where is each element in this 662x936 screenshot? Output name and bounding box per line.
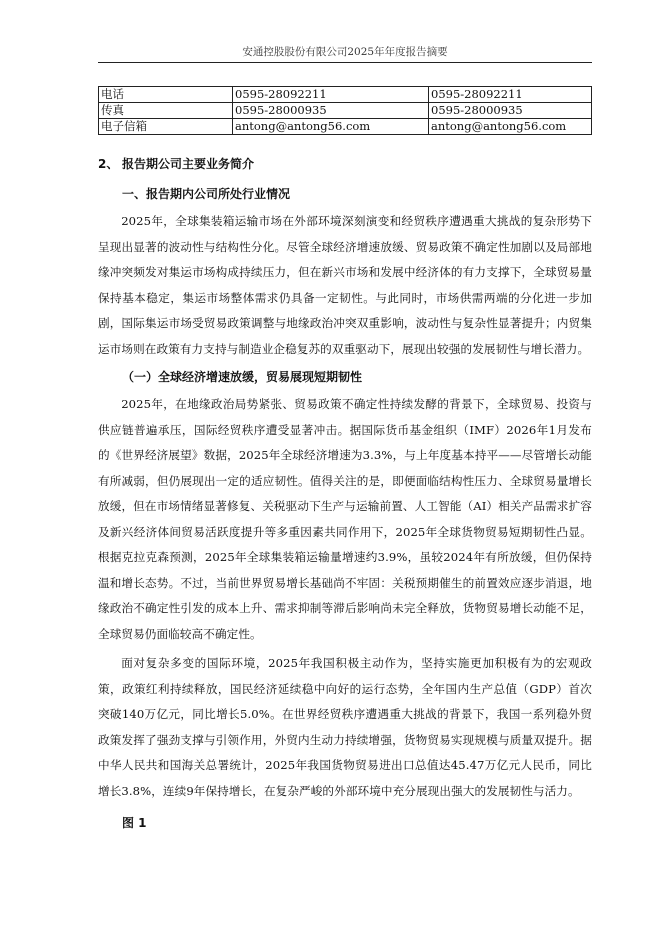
section-heading	[98, 153, 592, 175]
table-cell-value: 0595-28000935	[429, 103, 592, 119]
report-content	[98, 153, 592, 834]
page-header: 安通控股股份有限公司2025年年度报告摘要	[242, 46, 448, 58]
table-cell-value: 0595-28092211	[233, 87, 429, 103]
table-cell-label: 传真	[99, 103, 233, 119]
section-title: 报告期公司主要业务简介	[122, 157, 255, 171]
body-paragraph: 面对复杂多变的国际环境，2025年我国积极主动作为，坚持实施更加积极有为的宏观政策，政策红利持续释放，国民经济延续稳中向好的运行态势，全年国内生产总值（GDP）首次突破140万亿元，同比增长5.0%。在世界经贸秩序遭遇重大挑战的背景下，我国一系列稳外贸政策发挥了强劲支撑与引领作用，外贸内生动力持续增强，货物贸易实现规模与质量双提升。据中华人民共和国海关总署统计，2025年我国货物贸易进出口总值达45.47万亿元人民币，同比增长3.8%，连续9年保持增长，在复杂严峻的外部环境中充分展现出强大的发展韧性与活力。	[98, 656, 592, 798]
section-number: 2、	[98, 157, 119, 171]
table-cell-label: 电子信箱	[99, 119, 233, 135]
table-row	[99, 119, 592, 135]
table-cell-value: 0595-28000935	[233, 103, 429, 119]
table-cell-label: 电话	[99, 87, 233, 103]
table-row	[99, 103, 592, 119]
subsection-heading: 一、报告期内公司所处行业情况	[122, 187, 291, 201]
figure-label: 图 1	[122, 816, 147, 830]
header-rule	[98, 62, 592, 63]
table-cell-value: antong@antong56.com	[429, 119, 592, 135]
body-paragraph: 2025年，在地缘政治局势紧张、贸易政策不确定性持续发酵的背景下，全球贸易、投资与供应链普遍承压，国际经贸秩序遭受显著冲击。据国际货币基金组织（IMF）2026年1月发布的《世界经济展望》数据，2025年全球经济增速为3.3%，与上年度基本持平——尽管增长动能有所减弱，但仍展现出一定的适应韧性。值得关注的是，即便面临结构性压力、全球贸易量增长放缓，但在市场情绪显著修复、关税驱动下生产与运输前置、人工智能（AI）相关产品需求扩容及新兴经济体间贸易活跃度提升等多重因素共同作用下，2025年全球货物贸易短期韧性凸显。根据克拉克森预测，2025年全球集装箱运输量增速约3.9%，虽较2024年有所放缓，但仍保持温和增长态势。不过，当前世界贸易增长基础尚不牢固：关税预期催生的前置效应逐步消退，地缘政治不确定性引发的成本上升、需求抑制等滞后影响尚未完全释放，货物贸易增长动能不足，全球贸易仍面临较高不确定性。	[98, 397, 592, 641]
table-row	[99, 87, 592, 103]
table-cell-value: 0595-28092211	[429, 87, 592, 103]
intro-paragraph: 2025年，全球集装箱运输市场在外部环境深刻演变和经贸秩序遭遇重大挑战的复杂形势下呈现出显著的波动性与结构性分化。尽管全球经济增速放缓、贸易政策不确定性加剧以及局部地缘冲突频发对集运市场构成持续压力，但在新兴市场和发展中经济体的有力支撑下，全球贸易量保持基本稳定，集运市场整体需求仍具备一定韧性。与此同时，市场供需两端的分化进一步加剧，国际集运市场受贸易政策调整与地缘政治冲突双重影响，波动性与复杂性显著提升；内贸集运市场则在政策有力支持与制造业企稳复苏的双重驱动下，展现出较强的发展韧性与增长潜力。	[98, 214, 592, 356]
contact-table	[98, 86, 592, 135]
table-cell-value: antong@antong56.com	[233, 119, 429, 135]
point-heading: （一）全球经济增速放缓，贸易展现短期韧性	[122, 370, 363, 384]
